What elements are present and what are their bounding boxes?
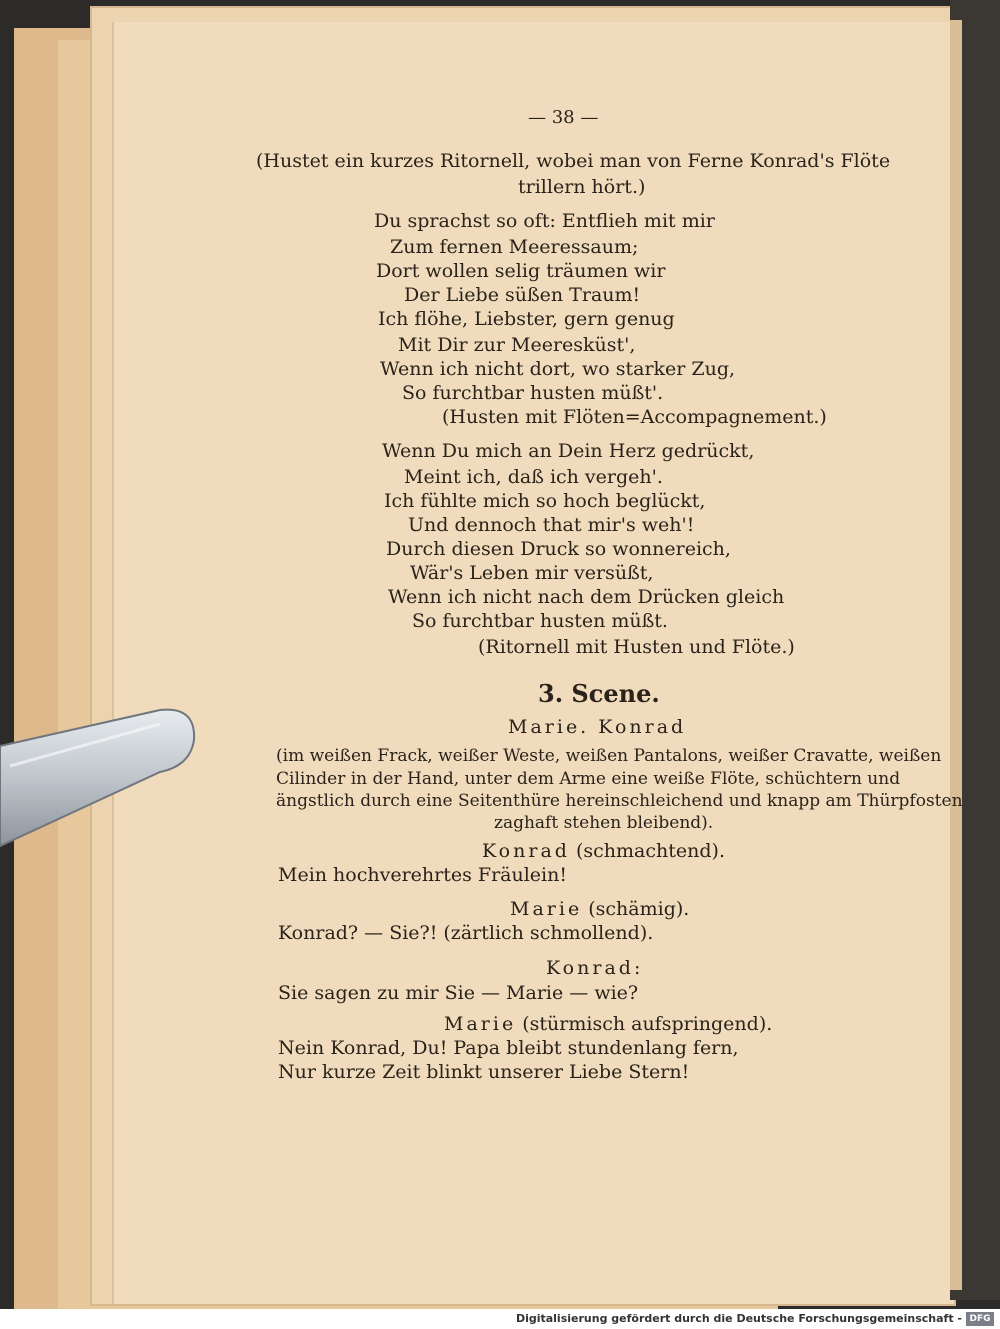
speaker-line xyxy=(510,898,689,920)
speaker-direction: : xyxy=(633,957,641,979)
page-number: — 38 — xyxy=(528,107,599,128)
speaker-direction: (stürmisch aufspringend). xyxy=(522,1013,773,1035)
verse-line: So furchtbar husten müßt. xyxy=(412,610,668,632)
dialogue-line: Konrad? — Sie?! (zärtlich schmollend). xyxy=(278,922,654,944)
stage-direction-line: ängstlich durch eine Seitenthüre hereinschleichend und knapp am Thürpfosten xyxy=(276,791,963,811)
dfg-logo-icon: DFG xyxy=(966,1312,994,1326)
stage-direction-line: zaghaft stehen bleibend). xyxy=(494,813,714,833)
dialogue-line: Nein Konrad, Du! Papa bleibt stundenlang fern, xyxy=(278,1037,739,1059)
verse-line: Wär's Leben mir versüßt, xyxy=(410,562,654,584)
verse-line: Wenn ich nicht dort, wo starker Zug, xyxy=(380,358,736,380)
speaker-line xyxy=(482,840,725,862)
scene-heading: 3. Scene. xyxy=(538,679,660,708)
verse-line: Meint ich, daß ich vergeh'. xyxy=(404,466,663,488)
verse-line: Durch diesen Druck so wonnereich, xyxy=(386,538,731,560)
dialogue-line: Nur kurze Zeit blinkt unserer Liebe Stern! xyxy=(278,1061,690,1083)
speaker-name: Marie xyxy=(444,1013,517,1035)
speaker-line xyxy=(444,1013,772,1035)
verse-line: Dort wollen selig träumen wir xyxy=(376,260,666,282)
verse-line: Zum fernen Meeressaum; xyxy=(390,236,639,258)
verse-line: Du sprachst so oft: Entflieh mit mir xyxy=(374,210,715,232)
dialogue-line: Mein hochverehrtes Fräulein! xyxy=(278,864,567,886)
speaker-direction: (schämig). xyxy=(588,898,690,920)
speaker-name: Marie xyxy=(510,898,583,920)
stage-direction-line: (Husten mit Flöten=Accompagnement.) xyxy=(442,406,827,428)
verse-line: Wenn ich nicht nach dem Drücken gleich xyxy=(388,586,785,608)
stage-direction-line: trillern hört.) xyxy=(518,176,646,198)
verse-line: Und dennoch that mir's weh'! xyxy=(408,514,695,536)
dialogue-line: Sie sagen zu mir Sie — Marie — wie? xyxy=(278,982,639,1004)
verse-line: Wenn Du mich an Dein Herz gedrückt, xyxy=(382,440,755,462)
verse-line: So furchtbar husten müßt'. xyxy=(402,382,664,404)
verse-line: Der Liebe süßen Traum! xyxy=(404,284,641,306)
speaker-line xyxy=(546,957,640,979)
characters-line: Marie. Konrad xyxy=(508,716,687,738)
stage-direction-line: (Ritornell mit Husten und Flöte.) xyxy=(478,636,795,658)
stage-direction-line: (Hustet ein kurzes Ritornell, wobei man von Ferne Konrad's Flöte xyxy=(256,150,891,172)
speaker-name: Konrad xyxy=(482,840,570,862)
footer-bar xyxy=(0,1309,1000,1329)
stage-direction-line: (im weißen Frack, weißer Weste, weißen Pantalons, weißer Cravatte, weißen xyxy=(276,746,942,766)
verse-line: Ich fühlte mich so hoch beglückt, xyxy=(384,490,706,512)
speaker-name: Konrad xyxy=(546,957,634,979)
verse-line: Mit Dir zur Meeresküst', xyxy=(398,334,636,356)
funding-credit: Digitalisierung gefördert durch die Deutsche Forschungsgemeinschaft - xyxy=(515,1312,962,1325)
verse-line: Ich flöhe, Liebster, gern genug xyxy=(378,308,675,330)
speaker-direction: (schmachtend). xyxy=(575,840,725,862)
stage-direction-line: Cilinder in der Hand, unter dem Arme eine weiße Flöte, schüchtern und xyxy=(276,769,901,789)
